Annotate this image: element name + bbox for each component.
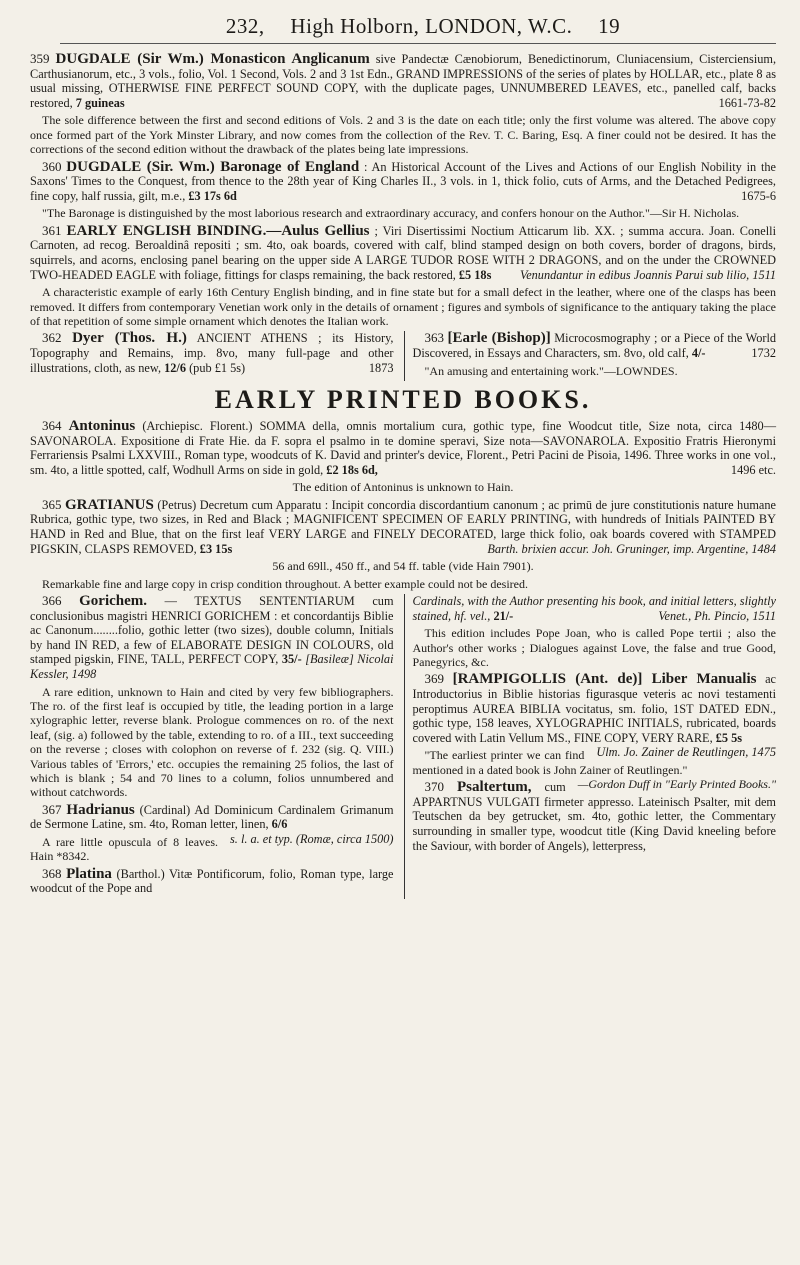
lot-368-continued: Cardinals, with the Author presenting his book, and initial letters, slightly stained, hf. vel., 21/- Venet., Ph. Pincio, 1511 [412,593,776,623]
lot-363: 363 [Earle (Bishop)] Microcosmography ; or a Piece of the World Discovered, in Essays and Characters, sm. 8vo, old calf, 4/- 1732 [412,330,777,360]
two-column-block-362-363 [30,331,776,381]
lot-359: 359 DUGDALE (Sir Wm.) Monasticon Anglicanum sive Pandectæ Cænobiorum, Benedictinorum, Cluniacensium, Cisterciensium, Carthusianorum, etc., 3 vols., folio, Vol. 1 Second, Vols. 2 and 3 1st Edn., GRAND IMPRESSIONS of the series of plates by HOLLAR, etc., plate 8 as usual missing, OTHERWISE FINE PERFECT SOUND COPY, with the duplicate pages, UNNUMBERED LEAVES, etc., panelled calf, backs restored, 7 guineas 1661-73-82 [30,51,777,110]
lot-364-note: The edition of Antoninus is unknown to Hain. [292,480,514,495]
lot-363-note: "An amusing and entertaining work."—LOWNDES. [424,363,678,378]
page-header [70,14,776,39]
publisher-address: High Holborn, LONDON, W.C. [290,14,573,38]
lot-369-note: "The earliest printer we can find mentioned in a dated book is John Zainer of Reutlingen." —Gordon Duff in "Early Printed Books." [412,748,776,792]
lot-365-note: Remarkable fine and large copy in crisp condition throughout. A better example could not be desired. [42,576,528,591]
lot-360: 360 DUGDALE (Sir. Wm.) Baronage of England : An Historical Account of the Lives and Actions of our English Nobility in the Saxons' Times to the Conquest, from thence to the 28th year of King Charles II., 3 vols. in 1, thick folio, cuts of Arms, and the Detached Pedigrees, fine copy, half russia, gilt, m.e., £3 17s 6d 1675-6 [30,158,776,203]
lot-367: 367 Hadrianus (Cardinal) Ad Dominicum Cardinalem Grimanum de Sermone Latine, sm. 4to, Roman letter, linen, 6/6 s. l. a. et typ. (Romæ, circa 1500) [30,801,394,846]
lot-364: 364 Antoninus (Archiepisc. Florent.) SOMMA della, omnis mortalium cura, gothic type, fine Woodcut title, Size nota, circa 1480—SAVONAROLA. Expositione di Frate Hie. da F. sopra el psalmo in te domine speravi, Size nota—SAVONAROLA. Expositio Fratris Hieronymi Ferrariensis Psalmi LXXVIII., Roman type, woodcuts of K. David and printer's device, Florent., Petri Pacini de Pisoia, 1496. Three works in one vol., sm. 4to, a little spotted, calf, Wodhull Arms on side in gold, £2 18s 6d, 1496 etc. [30,417,776,477]
lot-369: 369 [RAMPIGOLLIS (Ant. de)] Liber Manualis ac Introductorius in Biblie historias figurasque veteris ac novi testamenti peroptimus AUREA BIBLIA vocitatus, sm. folio, 1ST DATED EDN., gothic type, 158 leaves, XYLOGRAPHIC INITIALS, rubricated, boards covered with Latin Vellum MS., FINE COPY, VERY RARE, £5 5s Ulm. Jo. Zainer de Reutlingen, 1475 [412,671,776,760]
lot-365: 365 GRATIANUS (Petrus) Decretum cum Apparatu : Incipit concordia discordantium canonum ; ac primū de jure constitutionis nature humane Rubrica, gothic type, two sizes, in Red and Black ; MAGNIFICENT SPECIMEN OF EARLY PRINTING, with hundreds of Initials PAINTED BY HAND in Red and Blue, that on the first leaf VERY LARGE and FINELY DECORATED, large thick folio, oak boards covered with STAMPED PIGSKIN, CLASPS REMOVED, £3 15s Barth. brixien accur. Joh. Gruninger, imp. Argentine, 1484 [30,496,776,556]
right-column [404,594,777,899]
section-heading: EARLY PRINTED BOOKS. [214,384,592,414]
left-column [30,594,394,899]
lot-362: 362 Dyer (Thos. H.) ANCIENT ATHENS ; its History, Topography and Remains, imp. 8vo, many full-page and other illustrations, cloth, as new, 12/6 (pub £1 5s) 1873 [30,330,394,375]
lot-368-note: This edition includes Pope Joan, who is called Pope tertii ; also the Author's other works ; Dialogues against Love, the false and true Good, Panegyrics, &c. [412,626,776,669]
header-rule [60,43,776,44]
page-number: 232, [225,14,265,38]
lot-367-note: A rare little opuscula of 8 leaves. Hain *8342. [30,834,219,864]
lot-366-note: A rare edition, unknown to Hain and cited by very few bibliographers. The ro. of the first leaf is occupied by title, the leading portion in a large xylographic letter, reverse blank. Prologue commences on ro. of the next leaf, (sig. a) followed by the table, extending to ro. of a III., text succeeding on the reverse ; closes with colophon on reverse of f. 232 (sig. Q. VIII.) Various tables of 'Errors,' etc. occupies the remaining 25 folios, the last of which is blank ; 54 and 70 lines to a column, folios unnumbered and without catchwords. [30,684,394,800]
lot-360-note: "The Baronage is distinguished by the most laborious research and extraordinary accuracy, and confers honour on the Author."—Sir H. Nicholas. [42,206,740,221]
lot-366: 366 Gorichem. — TEXTUS SENTENTIARUM cum conclusionibus magistri HENRICI GORICHEM : et concordantijs Biblie ac Canonum........folio, gothic letter (two sizes), double column, Initials by hand IN RED, a few of ELABORATE DESIGN IN COLOURS, old stamped pigskin, FINE, TALL, PERFECT COPY, 35/- [Basileæ] Nicolai Kessler, 1498 [30,592,394,681]
lot-361-note: A characteristic example of early 16th Century English binding, and in fine state but for a small defect in the leather, where one of the clasps has been removed. It differs from contemporary Venetian work only in the details of ornament ; figures and symbols of significance to the antiquary taking the place of that repetition of some simple ornament which denotes the Italian work. [30,285,776,328]
folio-number: 19 [598,14,621,38]
lot-370: 370 Psaltertum, cum APPARTNUS VULGATI firmeter appresso. Lateinisch Psalter, mit dem Teutschen da bey getrucket, sm. 4to, gothic letter, the Commentary surrounding in smaller type, woodcut title (King David kneeling before the Saviour, with border of Angels), letterpress, [412,779,776,853]
lot-361: 361 EARLY ENGLISH BINDING.—Aulus Gellius ; Viri Disertissimi Noctium Atticarum lib. XX. ; summa accura. Joan. Conelli Carnoten, ad recog. Beroaldinâ repositi ; sm. 4to, oak boards, covered with calf, blind stamped design on both covers, border of dragons, birds, squirrels, and acorns, enclosing panel bearing on the upper side A LARGE TUDOR ROSE WITH 2 DRAGONS, and on the under the CROWNED TWO-HEADED EAGLE with foliage, fittings for clasps remaining, the back restored, £5 18s Venundantur in edibus Joannis Parui sub lilio, 1511 [30,222,776,282]
two-column-block-366-370 [30,594,776,899]
lot-359-note: The sole difference between the first and second editions of Vols. 2 and 3 is the date on each title; only the first volume was altered. The above copy once formed part of the York Minster Library, and now comes from the collection of the Rev. T. C. Baring, Esq. A finer could not be desired. It has the corrections of the second edition without the drawback of the plates being late impressions. [30,113,776,157]
lot-368: 368 Platina (Barthol.) Vitæ Pontificorum, folio, Roman type, large woodcut of the Pope and [30,865,394,896]
lot-365-pages: 56 and 69ll., 450 ff., and 54 ff. table (vide Hain 7901). [272,559,534,574]
